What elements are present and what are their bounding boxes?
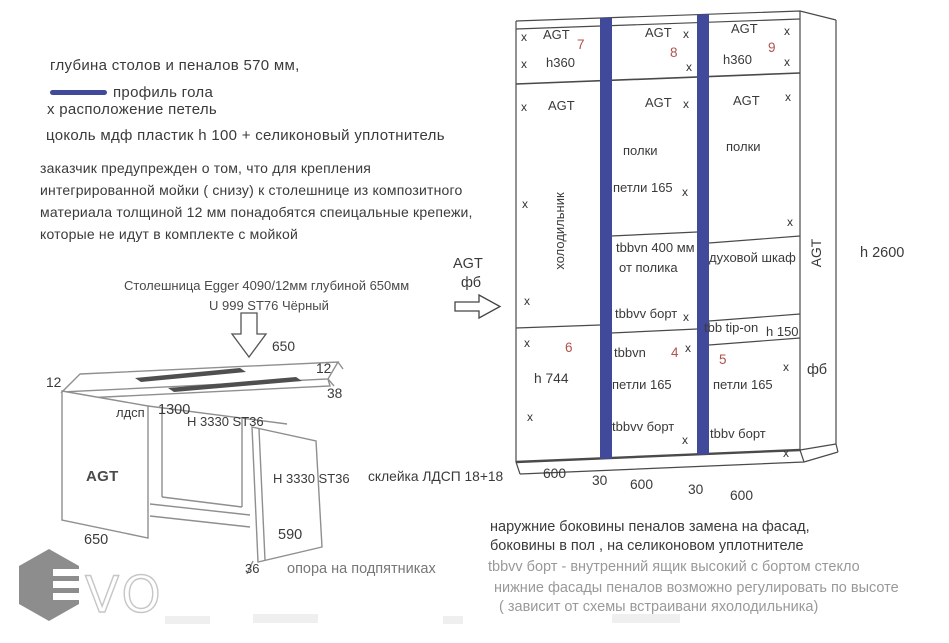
dim-650-top: 650	[272, 339, 296, 354]
dim-12-left: 12	[46, 375, 62, 390]
bottom-note-dark: боковины в пол , на селиконовом уплотнителе	[490, 538, 804, 554]
tipon-h150: h 150	[766, 324, 799, 339]
watermark-e-bar	[53, 581, 81, 588]
mid-tbbvn: tbbvn	[614, 345, 646, 360]
dim-36: 36	[245, 561, 260, 576]
hinge-marker: x	[682, 185, 688, 199]
right-hinges: петли 165	[713, 377, 773, 392]
bottom-note-gray: ( зависит от схемы встраивани яхолодильника)	[499, 599, 819, 615]
mid-shelves: полки	[623, 143, 658, 158]
evo-watermark	[19, 549, 164, 624]
note-hinges: х расположение петель	[47, 101, 218, 118]
dim-30-1: 30	[592, 473, 608, 488]
worktop-title: Столешница Egger 4090/12мм глубиной 650мм	[124, 278, 410, 293]
down-arrow-icon	[232, 313, 266, 357]
mid-tbbvn400: tbbvn 400 мм	[616, 240, 695, 255]
hinge-marker: x	[784, 24, 790, 38]
note-profile: профиль гола	[113, 84, 214, 101]
profile-line-swatch	[50, 90, 107, 95]
hinge-marker: x	[683, 27, 689, 41]
overall-height: h 2600	[860, 245, 905, 261]
hinge-marker: x	[524, 336, 530, 350]
warning-line: материала толщиной 12 мм понадобятся спеицальные крепежи,	[40, 204, 473, 220]
top3-h360: h360	[723, 52, 752, 67]
label-h3330-a: H 3330 ST36	[187, 414, 264, 429]
label-agt-table: AGT	[86, 468, 119, 485]
bottom-note-gray: нижние фасады пеналов возможно регулировать по высоте	[494, 580, 899, 596]
left-h744: h 744	[534, 371, 569, 386]
hinge-marker: x	[522, 197, 528, 211]
dim-12-right: 12	[316, 361, 332, 376]
dim-650-bottom: 650	[84, 532, 109, 548]
hinge-marker: x	[784, 55, 790, 69]
hinge-marker: x	[682, 433, 688, 447]
top1-agt: AGT	[543, 27, 570, 42]
right-tbbv-bort: tbbv борт	[710, 426, 766, 441]
note-depth: глубина столов и пеналов 570 мм,	[50, 57, 300, 74]
mid-agt: AGT	[645, 95, 672, 110]
hinge-marker: x	[683, 310, 689, 324]
top2-agt: AGT	[645, 25, 672, 40]
watermark-letters: VO	[85, 566, 164, 624]
pointer-fb: фб	[461, 275, 482, 291]
hinge-marker: x	[783, 360, 789, 374]
dim-600-1: 600	[543, 466, 567, 481]
gola-profile-strip-right	[697, 14, 709, 454]
hinge-marker: x	[787, 215, 793, 229]
warning-line: интегрированной мойки ( снизу) к столешнице из композитного	[40, 182, 463, 198]
warning-line: заказчик предупрежден о том, что для крепления	[40, 160, 372, 176]
label-support: опора на подпятниках	[287, 561, 436, 577]
watermark-e-bar	[53, 593, 81, 600]
pointer-agt: AGT	[453, 256, 483, 272]
worktop-color-code: U 999 ST76 Чёрный	[209, 298, 329, 313]
dim-1300: 1300	[158, 402, 191, 418]
position-number-4: 4	[671, 345, 679, 360]
oven-label: духовой шкаф	[709, 250, 796, 265]
left-agt: AGT	[548, 98, 575, 113]
right-shelves: полки	[726, 139, 761, 154]
top3-agt: AGT	[731, 21, 758, 36]
hinge-marker: x	[683, 97, 689, 111]
label-h3330-b: H 3330 ST36	[273, 471, 350, 486]
top1-h360: h360	[546, 55, 575, 70]
dim-590: 590	[278, 527, 303, 543]
hinge-marker: x	[521, 100, 527, 114]
note-plinth: цоколь мдф пластик h 100 + селиконовый уплотнитель	[46, 127, 445, 144]
label-glue: склейка ЛДСП 18+18	[368, 469, 504, 484]
warning-line: которые не идут в комплекте с мойкой	[40, 226, 299, 242]
mid-tbbvv-bort: tbbvv борт	[615, 306, 678, 321]
dim-600-2: 600	[630, 477, 654, 492]
bottom-note-gray: tbbvv борт - внутренний ящик высокий с бортом стекло	[488, 559, 860, 575]
position-number-6: 6	[565, 340, 573, 355]
mid-hinges-2: петли 165	[612, 377, 672, 392]
position-number-9: 9	[768, 40, 776, 55]
hinge-marker: x	[686, 60, 692, 74]
position-number-5: 5	[719, 352, 727, 367]
hinge-marker: x	[527, 410, 533, 424]
label-ldsp: лдсп	[116, 405, 145, 420]
hinge-marker: x	[785, 90, 791, 104]
position-number-7: 7	[577, 37, 585, 52]
dim-38: 38	[327, 386, 343, 401]
tipon-label: tbb tip-on	[704, 320, 759, 335]
right-agt: AGT	[733, 93, 760, 108]
mid-tbbvv-bort-2: tbbvv борт	[612, 419, 675, 434]
counter-groove-2	[168, 377, 302, 392]
hinge-marker: x	[524, 294, 530, 308]
gola-profile-strip-left	[600, 18, 612, 459]
mid-hinges: петли 165	[613, 180, 673, 195]
mid-ot-polika: от полика	[619, 260, 678, 275]
position-number-8: 8	[670, 45, 678, 60]
dim-600-3: 600	[730, 488, 754, 503]
hinge-marker: x	[783, 446, 789, 460]
hinge-marker: x	[685, 341, 691, 355]
scan-smudges	[165, 614, 680, 624]
side-fb: фб	[807, 362, 828, 378]
hinge-marker: x	[521, 30, 527, 44]
fridge-label: холодильник	[552, 192, 568, 270]
side-agt: AGT	[808, 238, 824, 268]
right-arrow-icon	[455, 295, 500, 318]
watermark-e-bar	[53, 569, 81, 576]
dim-30-2: 30	[688, 482, 704, 497]
bottom-note-dark: наружние боковины пеналов замена на фасад,	[490, 519, 810, 535]
hinge-marker: x	[521, 57, 527, 71]
